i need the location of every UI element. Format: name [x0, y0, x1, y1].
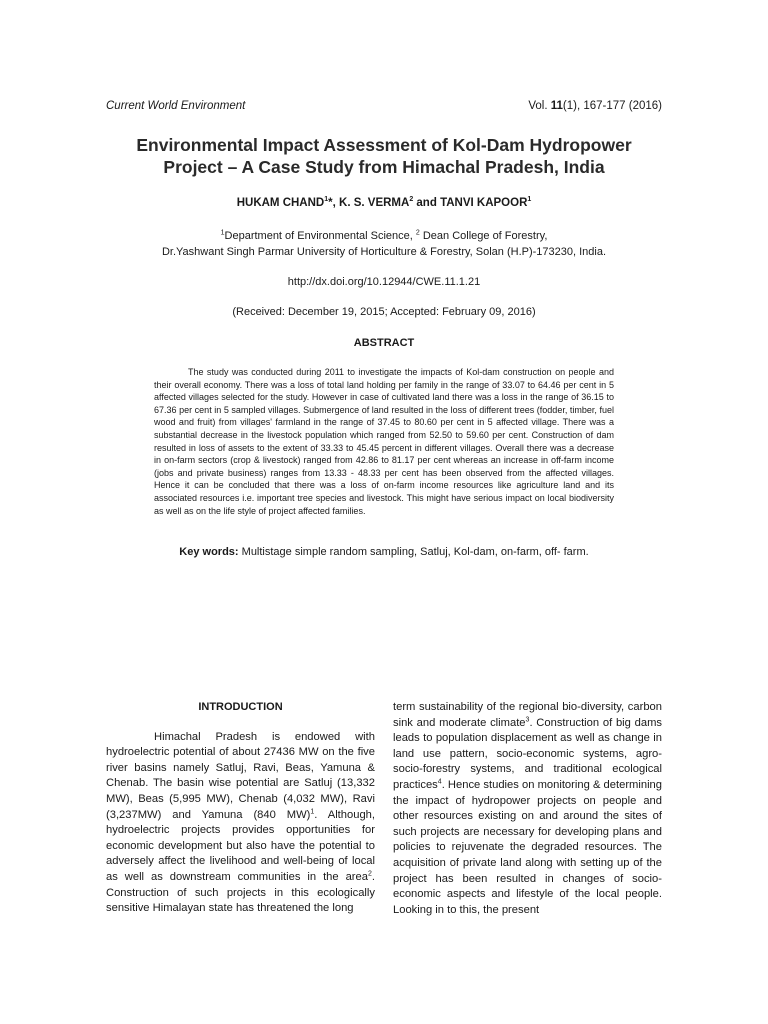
- introduction-heading: INTRODUCTION: [198, 701, 283, 713]
- intro-paragraph-left: [106, 730, 375, 917]
- intro-right-text-1: term sustainability of the regional bio-diversity, carbon sink and moderate climate: [393, 701, 662, 729]
- volume-prefix: Vol.: [528, 100, 551, 112]
- corresponding-mark: *,: [328, 197, 340, 209]
- affil-dept-1: Department of Environmental Science,: [224, 230, 416, 242]
- citation-1: 1: [310, 807, 315, 815]
- abstract-body: The study was conducted during 2011 to investigate the impacts of Kol-dam construction on people and their overall economy. There was a loss of total land holding per family in the range of 33.07 to 64.46 per cent in 5 affected villages selected for the study. However in case of cultivated land there was a loss in the range of 36.15 to 67.36 per cent in 5 sampled villages. Submergence of land resulted in the loss of different trees (fodder, timber, fuel wood and fruit) from villages' farmland in the range of 37.45 to 80.60 per cent in 5 affected village. There was a substantial decrease in the livestock population which ranged from 52.50 to 59.60 per cent. Construction of dam resulted in loss of assets to the extent of 33.33 to 45.45 percent in different villages. Overall there was a decrease in on-farm sectors (crop & livestock) ranged from 42.86 to 81.17 per cent whereas an increase in off-farm income (jobs and private business) ranges from 13.33 - 48.33 per cent has been observed from the affected villages. Hence it can be concluded that there was a loss of on-farm income resources like agriculture land and its associated resources i.e. important tree species and livestock. This might have serious impact on local biodiversity as well as on the life style of project affected families.: [154, 367, 614, 516]
- received-dates: (Received: December 19, 2015; Accepted: February 09, 2016): [232, 306, 536, 318]
- affiliation-line-2: Dr.Yashwant Singh Parmar University of Horticulture & Forestry, Solan (H.P)-173230, India.: [161, 246, 607, 258]
- running-header: [106, 100, 662, 112]
- volume-info: [528, 100, 662, 112]
- author-2-affil: 2: [409, 196, 414, 204]
- intro-right-text-3: . Hence studies on monitoring & determining the impact of hydropower projects on people and other resources existing on and around the sites of such projects are necessary for developing plans and policies to rejuvenate the degraded resources. The acquisition of private land along with setting up of the project has been resulted in changes of socio-economic aspects and lifestyle of the local people. Looking in to this, the present: [393, 778, 662, 916]
- affil-sup-2: 2: [415, 229, 420, 237]
- affiliations: [106, 228, 662, 260]
- author-1-affil: 1: [324, 196, 329, 204]
- volume-number: 11: [550, 100, 563, 112]
- author-3-affil: 1: [527, 196, 532, 204]
- affiliation-line-1: [106, 228, 662, 244]
- intro-right-text-2: . Construction of big dams leads to population displacement as well as change in land use pattern, socio-economic systems, agro-socio-forestry systems, and traditional ecological practices: [393, 716, 662, 791]
- title-line-1: Environmental Impact Assessment of Kol-Dam Hydropower: [136, 135, 632, 155]
- title-line-2: Project – A Case Study from Himachal Pradesh, India: [163, 157, 605, 177]
- intro-left-text-3: . Construction of such projects in this ecologically sensitive Himalayan state has threatened the long: [106, 870, 375, 915]
- citation-2: 2: [367, 870, 372, 878]
- paper-title: [90, 134, 678, 178]
- body-column-left: [106, 700, 375, 917]
- intro-paragraph-right: [393, 700, 662, 918]
- keywords: [106, 546, 662, 558]
- affil-dept-2: Dean College of Forestry,: [419, 230, 548, 242]
- author-1: HUKAM CHAND: [236, 197, 325, 209]
- author-2: K. S. VERMA: [339, 197, 410, 209]
- volume-suffix: (1), 167-177 (2016): [562, 100, 662, 112]
- doi-link[interactable]: http://dx.doi.org/10.12944/CWE.11.1.21: [287, 276, 481, 288]
- intro-left-text-2: . Although, hydroelectric projects provides opportunities for economic development but also have the potential to adversely affect the livelihood and well-being of local as well as downstream communities in the area: [106, 808, 376, 883]
- keywords-label: Key words:: [179, 546, 239, 558]
- keywords-text: Multistage simple random sampling, Satluj, Kol-dam, on-farm, off- farm.: [238, 546, 589, 558]
- intro-left-text-1: Himachal Pradesh is endowed with hydroelectric potential of about 27436 MW on the five river basins namely Satluj, Ravi, Beas, Yamuna & Chenab. The basin wise potential are Satluj (13,332 MW), Beas (5,995 MW), Chenab (4,032 MW), Ravi (3,237MW) and Yamuna (840 MW): [106, 730, 375, 821]
- citation-4: 4: [437, 778, 442, 786]
- body-column-right: [393, 700, 662, 918]
- abstract-heading: ABSTRACT: [353, 337, 415, 349]
- author-conjunction: and: [413, 197, 441, 209]
- journal-name: Current World Environment: [106, 100, 246, 112]
- citation-3: 3: [525, 715, 530, 723]
- author-list: [106, 197, 662, 209]
- affil-sup-1: 1: [220, 229, 225, 237]
- author-3: TANVI KAPOOR: [440, 197, 528, 209]
